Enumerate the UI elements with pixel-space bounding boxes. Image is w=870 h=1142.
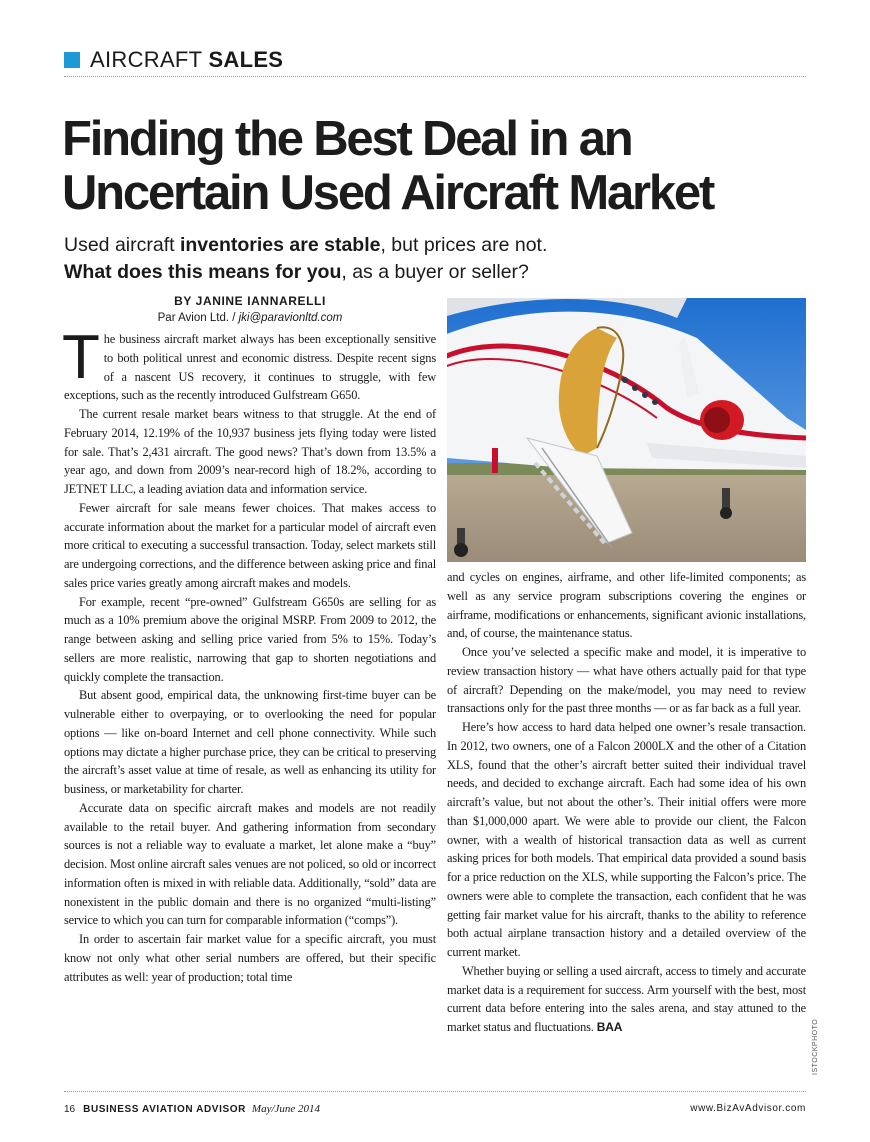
paragraph: For example, recent “pre-owned” Gulfstream G650s are selling for as much as a 10% premium above the original MSRP. From 2009 to 2012, the range between asking and selling price varied from 5% to 15%. Today’s sellers are more realistic, narrowing that gap to shorten negotiations and quickly complete the transaction. (64, 594, 436, 684)
author-email: jki@paravionltd.com (238, 312, 343, 324)
section-header (64, 47, 283, 73)
photo-credit: ISTOCKPHOTO (812, 1018, 819, 1075)
issue-date: May/June 2014 (251, 1103, 321, 1115)
publication-name: BUSINESS AVIATION ADVISOR (83, 1104, 246, 1115)
drop-cap: T (62, 323, 100, 392)
page-number: 16 (64, 1104, 76, 1115)
footer-left (64, 1103, 320, 1115)
section-label: AIRCRAFT SALES (90, 47, 284, 72)
paragraph: Fewer aircraft for sale means fewer choices. That makes access to accurate information about the market for a particular model of aircraft even more critical to executing a successful transaction. Today, select markets still are undergoing corrections, and the difference between asking price and final sales price varies greatly among aircraft makes and models. (64, 500, 436, 590)
paragraph: and cycles on engines, airframe, and other life-limited components; as well as any service program subscriptions covering the engines or airframe, modifications or enhancements, significant avionic installations, and, of course, the maintenance status. (447, 570, 806, 641)
byline (64, 293, 436, 327)
article-column-right (447, 568, 806, 1037)
paragraph: Whether buying or selling a used aircraft, access to timely and accurate market data is a requirement for success. Arm yourself with the best, most current data before entering into the sales arena, and stay attuned to the market status and fluctuations. BAA (447, 963, 806, 1034)
header-divider (64, 76, 806, 77)
paragraph: Once you’ve selected a specific make and model, it is imperative to review transaction history — what have others actually paid for that type of aircraft? Depending on the make/model, you may need to review transactions only for the past three months — or as far back as a full year. (447, 645, 806, 716)
article-deck: Used aircraft inventories are stable, but prices are not. What does this means for you, as a buyer or seller? (64, 234, 548, 283)
paragraph: Accurate data on specific aircraft makes and models are not readily available to the retail buyer. And gathering information from secondary sources is not a reliable way to evaluate a market, let alone make a “buy” decision. Most online aircraft sales venues are not policed, so old or incorrect information often is mixed in with reliable data. Additionally, “sold” data are nonexistent in the public domain and there is no organized “multi-listing” service to which you can turn for comparable information (“comps”). (64, 800, 436, 928)
paragraph: Here’s how access to hard data helped one owner’s resale transaction. In 2012, two owners, one of a Falcon 2000LX and the other of a Citation XLS, found that the other’s aircraft better suited their individual travel needs, and decided to exchange aircraft. Each had some idea of his own aircraft’s value, but not about the other’s. Their initial offers were more than $1,000,000 apart. We were able to provide our client, the Falcon owner, with a wealth of historical transaction data as well as current asking prices for both models. That empirical data provided a sound basis for a price reduction on the XLS, while supporting the Falcon’s price. The owners were able to complete the transaction, each confident that he was getting fair market value for his aircraft, thanks to the ability to reference both actual airplane transaction history and a detailed overview of the current market. (447, 720, 806, 959)
business-jet-photo (447, 298, 806, 562)
page-footer (64, 1103, 806, 1115)
paragraph: The business aircraft market always has been exceptionally sensitive to both political unrest and economic distress. Despite recent signs of a nascent US recovery, it continues to struggle, with few exceptions, such as the recently introduced Gulfstream G650. (62, 323, 436, 403)
paragraph: In order to ascertain fair market value for a specific aircraft, you must know not only what other serial numbers are offered, but their specific attributes as well: year of production; total time (64, 932, 436, 984)
end-mark: BAA (596, 1020, 623, 1034)
article-title: Finding the Best Deal in an Uncertain Used Aircraft Market (62, 112, 714, 220)
author-name: BY JANINE IANNARELLI (174, 294, 326, 308)
section-marker-square (64, 52, 80, 68)
footer-divider (64, 1091, 806, 1092)
paragraph: The current resale market bears witness to that struggle. At the end of February 2014, 12.19% of the 10,937 business jets flying today were listed for sale. That’s 2,431 aircraft. The good news? That’s down from 13.5% a year ago, and down from 2009’s near-record high of 18.2%, according to JETNET LLC, a leading aviation data and information service. (64, 407, 436, 496)
article-column-left (62, 323, 436, 986)
author-affiliation: Par Avion Ltd. / jki@paravionltd.com (157, 312, 343, 324)
website-url: www.BizAvAdvisor.com (690, 1103, 806, 1114)
paragraph: But absent good, empirical data, the unknowing first-time buyer can be vulnerable either to overpaying, or to overlooking the need for popular options — like on-board Internet and cell phone connectivity. While such options may dictate a higher purchase price, they can be critical to preserving the aircraft’s asset value at time of resale, as well as enhancing its utility for business, or marketability for charter. (64, 688, 436, 796)
jet-illustration (447, 298, 806, 562)
